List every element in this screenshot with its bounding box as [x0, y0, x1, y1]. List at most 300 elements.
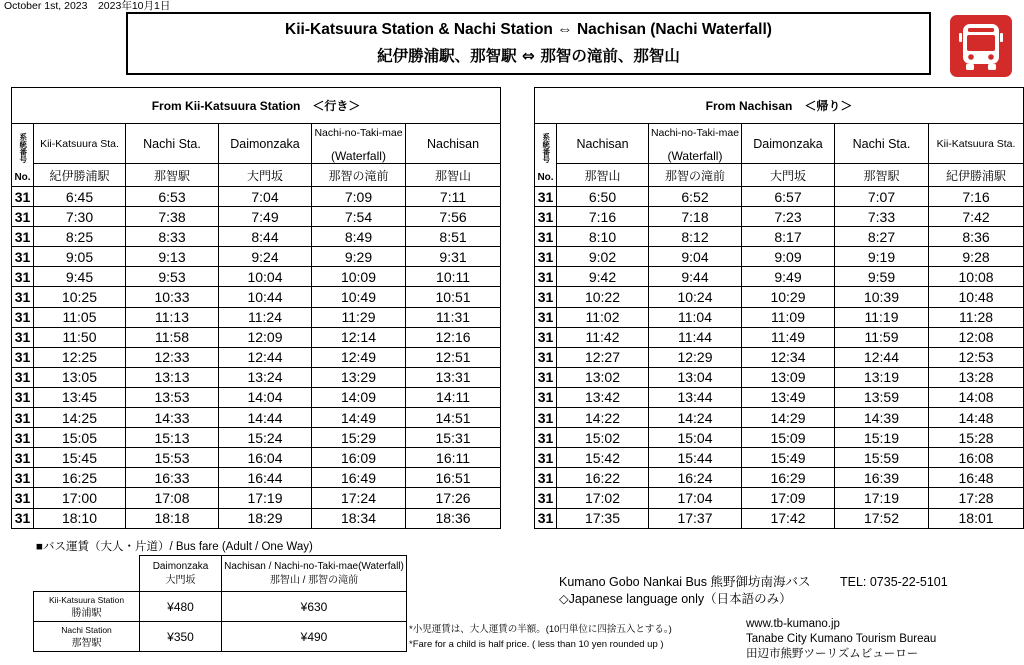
- stop-header-jp: 紀伊勝浦駅: [34, 164, 126, 187]
- route-number-cell: 31: [535, 287, 557, 307]
- fare-corner: [34, 556, 140, 592]
- timetable-row: [535, 428, 1024, 448]
- route-title-en: Kii-Katsuura Station & Nachi Station ⇔ Nachisan (Nachi Waterfall): [285, 21, 772, 38]
- route-number-cell: 31: [535, 247, 557, 267]
- route-number-cell: 31: [535, 187, 557, 207]
- route-number-cell: 31: [12, 327, 34, 347]
- outbound-title: From Kii-Katsuura Station ＜行き＞: [12, 88, 501, 124]
- stop-header-waterfall: (Waterfall): [331, 149, 386, 163]
- route-number-cell: 31: [535, 227, 557, 247]
- departure-time-cell: 15:19: [835, 428, 929, 448]
- departure-time-cell: 16:44: [219, 468, 312, 488]
- departure-time-cell: 7:18: [649, 207, 742, 227]
- departure-time-cell: 17:08: [126, 488, 219, 508]
- timetable-row: [535, 508, 1024, 528]
- route-number-cell: 31: [535, 448, 557, 468]
- departure-time-cell: 11:24: [219, 307, 312, 327]
- no-label: No.: [537, 171, 554, 183]
- departure-time-cell: 16:39: [835, 468, 929, 488]
- departure-time-cell: 8:10: [557, 227, 649, 247]
- tourism-name-jp: 田辺市熊野ツーリズムビューロー: [746, 648, 919, 660]
- route-number-cell: 31: [535, 307, 557, 327]
- timetable-row: [12, 387, 501, 407]
- stop-header-jp: 那智駅: [126, 164, 219, 187]
- stop-header-jp: 大門坂: [219, 164, 312, 187]
- departure-time-cell: 7:23: [742, 207, 835, 227]
- departure-time-cell: 7:33: [835, 207, 929, 227]
- departure-time-cell: 10:08: [929, 267, 1024, 287]
- departure-time-cell: 6:53: [126, 187, 219, 207]
- departure-time-cell: 12:44: [835, 347, 929, 367]
- departure-time-cell: 9:31: [406, 247, 501, 267]
- departure-time-cell: 10:49: [312, 287, 406, 307]
- departure-time-cell: 17:28: [929, 488, 1024, 508]
- route-number-cell: 31: [12, 247, 34, 267]
- route-number-cell: 31: [535, 367, 557, 387]
- departure-time-cell: 14:09: [312, 387, 406, 407]
- departure-time-cell: 13:19: [835, 367, 929, 387]
- departure-time-cell: 18:01: [929, 508, 1024, 528]
- timetable-row: [12, 247, 501, 267]
- departure-time-cell: 8:33: [126, 227, 219, 247]
- stop-header-en: Nachisan: [557, 124, 649, 164]
- route-number-cell: 31: [535, 488, 557, 508]
- timetable-row: [535, 327, 1024, 347]
- timetable-row: [535, 307, 1024, 327]
- departure-time-cell: 12:53: [929, 347, 1024, 367]
- departure-time-cell: 15:24: [219, 428, 312, 448]
- departure-time-cell: 14:11: [406, 387, 501, 407]
- route-number-label: 系統番号: [18, 132, 28, 163]
- departure-time-cell: 13:29: [312, 367, 406, 387]
- departure-time-cell: 18:36: [406, 508, 501, 528]
- route-number-cell: 31: [535, 468, 557, 488]
- departure-time-cell: 8:49: [312, 227, 406, 247]
- fare-row-header: [34, 622, 140, 652]
- departure-time-cell: 10:29: [742, 287, 835, 307]
- departure-time-cell: 14:48: [929, 408, 1024, 428]
- fare-col-header: [222, 556, 407, 592]
- departure-time-cell: 9:42: [557, 267, 649, 287]
- departure-time-cell: 12:29: [649, 347, 742, 367]
- route-number-cell: 31: [12, 287, 34, 307]
- fare-notes: [409, 622, 672, 652]
- departure-time-cell: 15:45: [34, 448, 126, 468]
- departure-time-cell: 14:49: [312, 408, 406, 428]
- departure-time-cell: 13:02: [557, 367, 649, 387]
- stop-header-jp: 那智の滝前: [649, 164, 742, 187]
- departure-time-cell: 14:22: [557, 408, 649, 428]
- route-number-cell: 31: [12, 367, 34, 387]
- fare-row-jp: 勝浦駅: [71, 607, 102, 619]
- departure-time-cell: 14:29: [742, 408, 835, 428]
- timetable-row: [12, 508, 501, 528]
- departure-time-cell: 13:13: [126, 367, 219, 387]
- stop-header-en: Nachi Sta.: [126, 124, 219, 164]
- route-title-jp: 紀伊勝浦駅、那智駅 ⇔ 那智の滝前、那智山: [377, 47, 680, 65]
- departure-time-cell: 17:24: [312, 488, 406, 508]
- departure-time-cell: 16:48: [929, 468, 1024, 488]
- timetable-row: [535, 468, 1024, 488]
- departure-time-cell: 18:10: [34, 508, 126, 528]
- departure-time-cell: 9:59: [835, 267, 929, 287]
- departure-time-cell: 13:53: [126, 387, 219, 407]
- departure-time-cell: 9:28: [929, 247, 1024, 267]
- departure-time-cell: 16:51: [406, 468, 501, 488]
- departure-time-cell: 17:04: [649, 488, 742, 508]
- route-number-cell: 31: [535, 428, 557, 448]
- timetable-row: [535, 247, 1024, 267]
- route-number-cell: 31: [12, 347, 34, 367]
- departure-time-cell: 13:28: [929, 367, 1024, 387]
- departure-time-cell: 15:49: [742, 448, 835, 468]
- timetable-row: [12, 267, 501, 287]
- stop-header-jp: 那智山: [406, 164, 501, 187]
- departure-time-cell: 18:34: [312, 508, 406, 528]
- stop-header-en-text: Nachi-no-Taki-mae: [650, 127, 740, 139]
- inbound-title: From Nachisan ＜帰り＞: [535, 88, 1024, 124]
- departure-time-cell: 11:04: [649, 307, 742, 327]
- departure-time-cell: 13:42: [557, 387, 649, 407]
- route-number-header: [535, 124, 557, 187]
- timetable-row: [535, 408, 1024, 428]
- departure-time-cell: 9:04: [649, 247, 742, 267]
- bus-company-name: Kumano Gobo Nankai Bus 熊野御坊南海バス: [559, 575, 811, 589]
- departure-time-cell: 10:39: [835, 287, 929, 307]
- route-number-cell: 31: [535, 408, 557, 428]
- departure-time-cell: 9:19: [835, 247, 929, 267]
- departure-time-cell: 13:44: [649, 387, 742, 407]
- route-number-cell: 31: [12, 468, 34, 488]
- route-number-cell: 31: [535, 207, 557, 227]
- departure-time-cell: 11:29: [312, 307, 406, 327]
- departure-time-cell: 12:08: [929, 327, 1024, 347]
- departure-time-cell: 13:09: [742, 367, 835, 387]
- departure-time-cell: 11:05: [34, 307, 126, 327]
- departure-time-cell: 9:09: [742, 247, 835, 267]
- departure-time-cell: 15:04: [649, 428, 742, 448]
- departure-time-cell: 15:28: [929, 428, 1024, 448]
- departure-time-cell: 8:17: [742, 227, 835, 247]
- timetable-row: [535, 287, 1024, 307]
- fare-value: ¥630: [222, 592, 407, 622]
- language-note: ◇Japanese language only（日本語のみ）: [559, 592, 792, 606]
- timetable-row: [12, 327, 501, 347]
- stop-header-en-text: Nachi-no-Taki-mae: [314, 127, 403, 139]
- issue-date: October 1st, 2023 2023年10月1日: [4, 0, 171, 12]
- timetable-row: [12, 207, 501, 227]
- route-number-cell: 31: [535, 267, 557, 287]
- departure-time-cell: 14:24: [649, 408, 742, 428]
- departure-time-cell: 11:58: [126, 327, 219, 347]
- route-number-cell: 31: [12, 307, 34, 327]
- departure-time-cell: 17:19: [835, 488, 929, 508]
- route-number-header: [12, 124, 34, 187]
- route-number-cell: 31: [12, 488, 34, 508]
- timetable-row: [535, 347, 1024, 367]
- departure-time-cell: 7:42: [929, 207, 1024, 227]
- departure-time-cell: 14:33: [126, 408, 219, 428]
- departure-time-cell: 16:29: [742, 468, 835, 488]
- route-number-cell: 31: [12, 508, 34, 528]
- departure-time-cell: 15:31: [406, 428, 501, 448]
- departure-time-cell: 15:44: [649, 448, 742, 468]
- departure-time-cell: 16:04: [219, 448, 312, 468]
- departure-time-cell: 8:44: [219, 227, 312, 247]
- stop-header-en: Daimonzaka: [742, 124, 835, 164]
- departure-time-cell: 10:51: [406, 287, 501, 307]
- departure-time-cell: 12:09: [219, 327, 312, 347]
- route-number-cell: 31: [535, 327, 557, 347]
- departure-time-cell: 8:12: [649, 227, 742, 247]
- departure-time-cell: 10:48: [929, 287, 1024, 307]
- departure-time-cell: 9:05: [34, 247, 126, 267]
- bus-icon: [950, 15, 1012, 77]
- departure-time-cell: 14:04: [219, 387, 312, 407]
- departure-time-cell: 12:51: [406, 347, 501, 367]
- stop-header-en: Kii-Katsuura Sta.: [929, 124, 1024, 164]
- departure-time-cell: 17:00: [34, 488, 126, 508]
- departure-time-cell: 7:56: [406, 207, 501, 227]
- tourism-url[interactable]: www.tb-kumano.jp: [746, 618, 840, 630]
- departure-time-cell: 7:54: [312, 207, 406, 227]
- departure-time-cell: 16:24: [649, 468, 742, 488]
- departure-time-cell: 8:51: [406, 227, 501, 247]
- departure-time-cell: 13:04: [649, 367, 742, 387]
- departure-time-cell: 17:09: [742, 488, 835, 508]
- departure-time-cell: 9:45: [34, 267, 126, 287]
- departure-time-cell: 12:34: [742, 347, 835, 367]
- departure-time-cell: 7:16: [929, 187, 1024, 207]
- departure-time-cell: 13:49: [742, 387, 835, 407]
- timetable-row: [12, 307, 501, 327]
- fare-col-en: Nachisan / Nachi-no-Taki-mae(Waterfall): [224, 560, 404, 572]
- departure-time-cell: 16:09: [312, 448, 406, 468]
- timetable-row: [12, 347, 501, 367]
- departure-time-cell: 10:25: [34, 287, 126, 307]
- departure-time-cell: 18:18: [126, 508, 219, 528]
- stop-header-en: [649, 124, 742, 164]
- departure-time-cell: 15:53: [126, 448, 219, 468]
- departure-time-cell: 15:42: [557, 448, 649, 468]
- departure-time-cell: 10:22: [557, 287, 649, 307]
- route-number-cell: 31: [12, 227, 34, 247]
- departure-time-cell: 7:04: [219, 187, 312, 207]
- departure-time-cell: 16:33: [126, 468, 219, 488]
- departure-time-cell: 9:44: [649, 267, 742, 287]
- bus-company-info: [559, 574, 948, 608]
- route-title-box: [126, 12, 931, 75]
- route-number-cell: 31: [12, 387, 34, 407]
- route-number-cell: 31: [12, 408, 34, 428]
- timetable-row: [12, 448, 501, 468]
- outbound-timetable: [11, 87, 501, 529]
- departure-time-cell: 17:35: [557, 508, 649, 528]
- route-number-cell: 31: [12, 207, 34, 227]
- departure-time-cell: 11:50: [34, 327, 126, 347]
- route-number-cell: 31: [535, 508, 557, 528]
- stop-header-jp: 那智の滝前: [312, 164, 406, 187]
- departure-time-cell: 16:25: [34, 468, 126, 488]
- route-number-cell: 31: [12, 448, 34, 468]
- departure-time-cell: 11:59: [835, 327, 929, 347]
- bus-company-tel: TEL: 0735-22-5101: [839, 575, 948, 589]
- timetable-row: [535, 187, 1024, 207]
- departure-time-cell: 12:25: [34, 347, 126, 367]
- stop-header-en: Nachi Sta.: [835, 124, 929, 164]
- departure-time-cell: 10:33: [126, 287, 219, 307]
- departure-time-cell: 17:37: [649, 508, 742, 528]
- route-number-cell: 31: [535, 347, 557, 367]
- stop-header-en: Nachisan: [406, 124, 501, 164]
- timetable-row: [12, 408, 501, 428]
- departure-time-cell: 10:09: [312, 267, 406, 287]
- stop-header-jp: 那智山: [557, 164, 649, 187]
- departure-time-cell: 17:19: [219, 488, 312, 508]
- departure-time-cell: 15:05: [34, 428, 126, 448]
- departure-time-cell: 9:02: [557, 247, 649, 267]
- timetable-row: [535, 448, 1024, 468]
- stop-header-en: Kii-Katsuura Sta.: [34, 124, 126, 164]
- departure-time-cell: 12:49: [312, 347, 406, 367]
- timetable-row: [12, 468, 501, 488]
- departure-time-cell: 11:19: [835, 307, 929, 327]
- tourism-name-en: Tanabe City Kumano Tourism Bureau: [746, 633, 937, 645]
- departure-time-cell: 11:13: [126, 307, 219, 327]
- departure-time-cell: 14:25: [34, 408, 126, 428]
- route-number-cell: 31: [12, 187, 34, 207]
- departure-time-cell: 8:27: [835, 227, 929, 247]
- timetable-row: [12, 428, 501, 448]
- departure-time-cell: 16:11: [406, 448, 501, 468]
- departure-time-cell: 10:24: [649, 287, 742, 307]
- departure-time-cell: 6:45: [34, 187, 126, 207]
- timetable-row: [12, 287, 501, 307]
- timetable-row: [12, 187, 501, 207]
- timetable-row: [535, 488, 1024, 508]
- route-number-cell: 31: [12, 267, 34, 287]
- departure-time-cell: 9:24: [219, 247, 312, 267]
- departure-time-cell: 13:31: [406, 367, 501, 387]
- departure-time-cell: 10:44: [219, 287, 312, 307]
- departure-time-cell: 16:08: [929, 448, 1024, 468]
- departure-time-cell: 9:13: [126, 247, 219, 267]
- fare-note-en: *Fare for a child is half price. ( less than 10 yen rounded up ): [409, 639, 664, 650]
- departure-time-cell: 14:08: [929, 387, 1024, 407]
- fare-value: ¥480: [140, 592, 222, 622]
- fare-row-header: [34, 592, 140, 622]
- timetable-row: [535, 367, 1024, 387]
- departure-time-cell: 7:49: [219, 207, 312, 227]
- fare-col-jp: 那智山 / 那智の滝前: [269, 574, 359, 586]
- departure-time-cell: 6:52: [649, 187, 742, 207]
- departure-time-cell: 10:11: [406, 267, 501, 287]
- departure-time-cell: 7:16: [557, 207, 649, 227]
- departure-time-cell: 11:31: [406, 307, 501, 327]
- stop-header-en: Daimonzaka: [219, 124, 312, 164]
- departure-time-cell: 7:30: [34, 207, 126, 227]
- timetable-row: [535, 227, 1024, 247]
- fare-row-en: Nachi Station: [61, 624, 112, 635]
- departure-time-cell: 15:02: [557, 428, 649, 448]
- fare-row-jp: 那智駅: [71, 637, 102, 649]
- fare-title: ■バス運賃（大人・片道）/ Bus fare (Adult / One Way): [36, 541, 313, 553]
- departure-time-cell: 12:14: [312, 327, 406, 347]
- fare-row-en: Kii-Katsuura Station: [48, 594, 125, 605]
- departure-time-cell: 12:33: [126, 347, 219, 367]
- departure-time-cell: 9:49: [742, 267, 835, 287]
- timetable-row: [12, 227, 501, 247]
- departure-time-cell: 6:57: [742, 187, 835, 207]
- fare-col-header: [140, 556, 222, 592]
- timetable-row: [12, 488, 501, 508]
- departure-time-cell: 17:42: [742, 508, 835, 528]
- route-number-label: 系統番号: [541, 132, 551, 163]
- departure-time-cell: 15:29: [312, 428, 406, 448]
- departure-time-cell: 7:07: [835, 187, 929, 207]
- departure-time-cell: 16:49: [312, 468, 406, 488]
- departure-time-cell: 17:26: [406, 488, 501, 508]
- departure-time-cell: 15:13: [126, 428, 219, 448]
- departure-time-cell: 18:29: [219, 508, 312, 528]
- departure-time-cell: 14:44: [219, 408, 312, 428]
- departure-time-cell: 13:05: [34, 367, 126, 387]
- departure-time-cell: 14:51: [406, 408, 501, 428]
- departure-time-cell: 7:09: [312, 187, 406, 207]
- departure-time-cell: 17:52: [835, 508, 929, 528]
- departure-time-cell: 7:38: [126, 207, 219, 227]
- stop-header-jp: 那智駅: [835, 164, 929, 187]
- timetable-row: [535, 207, 1024, 227]
- departure-time-cell: 13:24: [219, 367, 312, 387]
- route-number-cell: 31: [12, 428, 34, 448]
- departure-time-cell: 13:45: [34, 387, 126, 407]
- departure-time-cell: 6:50: [557, 187, 649, 207]
- no-label: No.: [14, 171, 31, 183]
- fare-col-jp: 大門坂: [165, 574, 196, 586]
- departure-time-cell: 16:22: [557, 468, 649, 488]
- departure-time-cell: 9:29: [312, 247, 406, 267]
- departure-time-cell: 11:02: [557, 307, 649, 327]
- departure-time-cell: 10:04: [219, 267, 312, 287]
- departure-time-cell: 13:59: [835, 387, 929, 407]
- stop-header-waterfall: (Waterfall): [667, 149, 723, 163]
- departure-time-cell: 14:39: [835, 408, 929, 428]
- stop-header-jp: 紀伊勝浦駅: [929, 164, 1024, 187]
- departure-time-cell: 11:49: [742, 327, 835, 347]
- departure-time-cell: 8:25: [34, 227, 126, 247]
- fare-value: ¥490: [222, 622, 407, 652]
- route-number-cell: 31: [535, 387, 557, 407]
- departure-time-cell: 11:44: [649, 327, 742, 347]
- departure-time-cell: 11:09: [742, 307, 835, 327]
- departure-time-cell: 7:11: [406, 187, 501, 207]
- departure-time-cell: 15:59: [835, 448, 929, 468]
- stop-header-jp: 大門坂: [742, 164, 835, 187]
- departure-time-cell: 8:36: [929, 227, 1024, 247]
- timetable-row: [12, 367, 501, 387]
- stop-header-en: [312, 124, 406, 164]
- departure-time-cell: 12:44: [219, 347, 312, 367]
- departure-time-cell: 9:53: [126, 267, 219, 287]
- fare-col-en: Daimonzaka: [152, 560, 209, 572]
- timetable-row: [535, 267, 1024, 287]
- departure-time-cell: 11:28: [929, 307, 1024, 327]
- fare-value: ¥350: [140, 622, 222, 652]
- departure-time-cell: 12:27: [557, 347, 649, 367]
- timetable-row: [535, 387, 1024, 407]
- inbound-timetable: [534, 87, 1024, 529]
